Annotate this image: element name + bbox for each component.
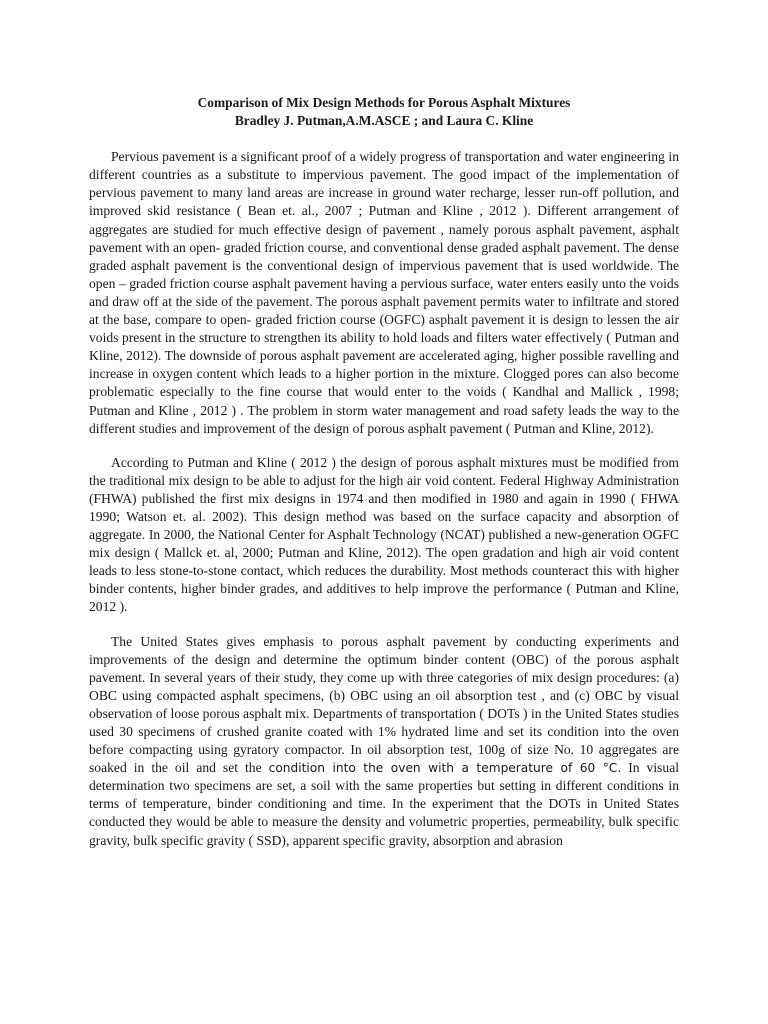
paragraph-2: According to Putman and Kline ( 2012 ) the design of porous asphalt mixtures must be modified from the traditional mix design to be able to adjust for the high air void content. Federal Highway Administration (FHWA) published the first mix designs in 1974 and then modified in 1980 and again in 1990 ( FHWA 1990; Watson et. al. 2002). This design method was based on the surface capacity and absorption of aggregate. In 2000, the National Center for Asphalt Technology (NCAT) published a new-generation OGFC mix design ( Mallck et. al, 2000; Putman and Kline, 2012). The open gradation and high air void content leads to less stone-to-stone contact, which reduces the durability. Most methods counteract this with higher binder contents, higher binder grades, and additives to help improve the performance ( Putman and Kline, 2012 ). — [89, 454, 679, 615]
paragraph-3-temperature-text: condition into the oven with a temperature of 60 °C. — [268, 761, 622, 776]
paragraph-3-tail: In visual determination two specimens are set, a soil with the same properties but setting in different conditions in terms of temperature, binder conditioning and time. In the experiment that the DOTs in United States conducted they would be able to measure the density and volumetric properties, permeability, bulk specific gravity, bulk specific gravity ( SSD), apparent specific gravity, absorption and abrasion — [89, 760, 680, 848]
paragraph-3-text: The United States gives emphasis to porous asphalt pavement by conducting experiments and improvements of the design and determine the optimum binder content (OBC) of the porous asphalt pavement. In several years of their study, they come up with three categories of mix design procedures: (a) OBC using compacted asphalt specimens, (b) OBC using an oil absorption test , and (c) OBC by visual observation of loose porous asphalt mix. Departments of transportation ( DOTs ) in the United States studies used 30 specimens of crushed granite coated with 1% hydrated lime and set its condition into the oven before compacting using gyratory compactor. In oil absorption test, 100g of size No. 10 aggregates are soaked in the oil and set the — [89, 633, 679, 776]
title-block — [89, 94, 679, 130]
paragraph-3 — [89, 633, 679, 850]
paragraph-1: Pervious pavement is a significant proof of a widely progress of transportation and water engineering in different countries as a substitute to impervious pavement. The good impact of the implementation of pervious pavement to many land areas are increase in ground water recharge, lesser run-off pollution, and improved skid resistance ( Bean et. al., 2007 ; Putman and Kline , 2012 ). Different arrangement of aggregates are studied for much effective design of pavement , namely porous asphalt pavement, asphalt pavement with an open- graded friction course, and conventional dense graded asphalt pavement. The dense graded asphalt pavement is the conventional design of impervious pavement that is used worldwide. The open – graded friction course asphalt pavement having a pervious surface, water enters easily unto the voids and draw off at the side of the pavement. The porous asphalt pavement permits water to infiltrate and stored at the base, compare to open- graded friction course (OGFC) asphalt pavement it is design to lessen the air voids present in the structure to strengthen its ability to hold loads and filters water effectively ( Putman and Kline, 2012). The downside of porous asphalt pavement are accelerated aging, higher possible ravelling and increase in oxygen content which leads to a higher portion in the mixture. Clogged pores can also become problematic especially to the fine course that would enter to the voids ( Kandhal and Mallick , 1998; Putman and Kline , 2012 ) . The problem in storm water management and road safety leads the way to the different studies and improvement of the design of porous asphalt pavement ( Putman and Kline, 2012). — [89, 149, 679, 436]
document-title: Comparison of Mix Design Methods for Porous Asphalt Mixtures — [197, 95, 571, 110]
document-authors: Bradley J. Putman,A.M.ASCE ; and Laura C. Kline — [234, 113, 534, 129]
